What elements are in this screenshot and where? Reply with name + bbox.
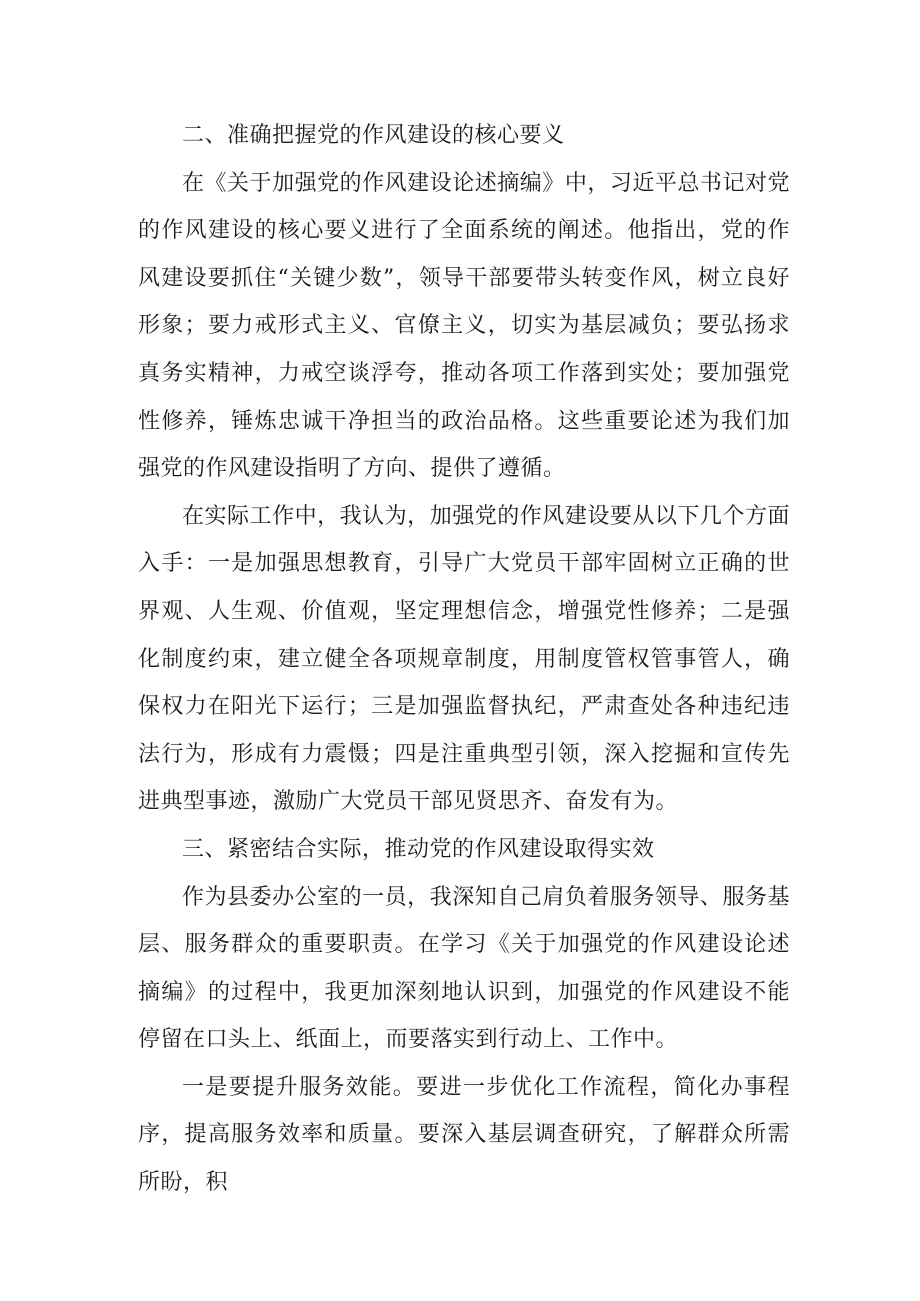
paragraph-county-office: 作为县委办公室的一员，我深知自己肩负着服务领导、服务基层、服务群众的重要职责。在学习《关于加强党的作风建设论述摘编》的过程中，我更加深刻地认识到，加强党的作风建设不能停留在口头上、纸面上，而要落实到行动上、工作中。 [138,884,790,1053]
section-heading-2: 二、准确把握党的作风建设的核心要义 [182,123,565,148]
paragraph-practical-work: 在实际工作中，我认为，加强党的作风建设要从以下几个方面入手：一是加强思想教育，引导广大党员干部牢固树立正确的世界观、人生观、价值观，坚定理想信念，增强党性修养；二是强化制度约束，建立健全各项规章制度，用制度管权管事管人，确保权力在阳光下运行；三是加强监督执纪，严肃查处各种违纪违法行为，形成有力震慑；四是注重典型引领，深入挖掘和宣传先进典型事迹，激励广大党员干部见贤思齐、奋发有为。 [138,503,790,815]
section-heading-3: 三、紧密结合实际，推动党的作风建设取得实效 [182,836,655,862]
document-body [138,112,790,1207]
paragraph-core-meaning: 在《关于加强党的作风建设论述摘编》中，习近平总书记对党的作风建设的核心要义进行了全面系统的阐述。他指出，党的作风建设要抓住“关键少数”，领导干部要带头转变作风，树立良好形象；要力戒形式主义、官僚主义，切实为基层减负；要弘扬求真务实精神，力戒空谈浮夸，推动各项工作落到实处；要加强党性修养，锤炼忠诚干净担当的政治品格。这些重要论述为我们加强党的作风建设指明了方向、提供了遵循。 [138,170,790,482]
paragraph-service-efficiency: 一是要提升服务效能。要进一步优化工作流程，简化办事程序，提高服务效率和质量。要深入基层调查研究，了解群众所需所盼，积 [138,1074,790,1196]
